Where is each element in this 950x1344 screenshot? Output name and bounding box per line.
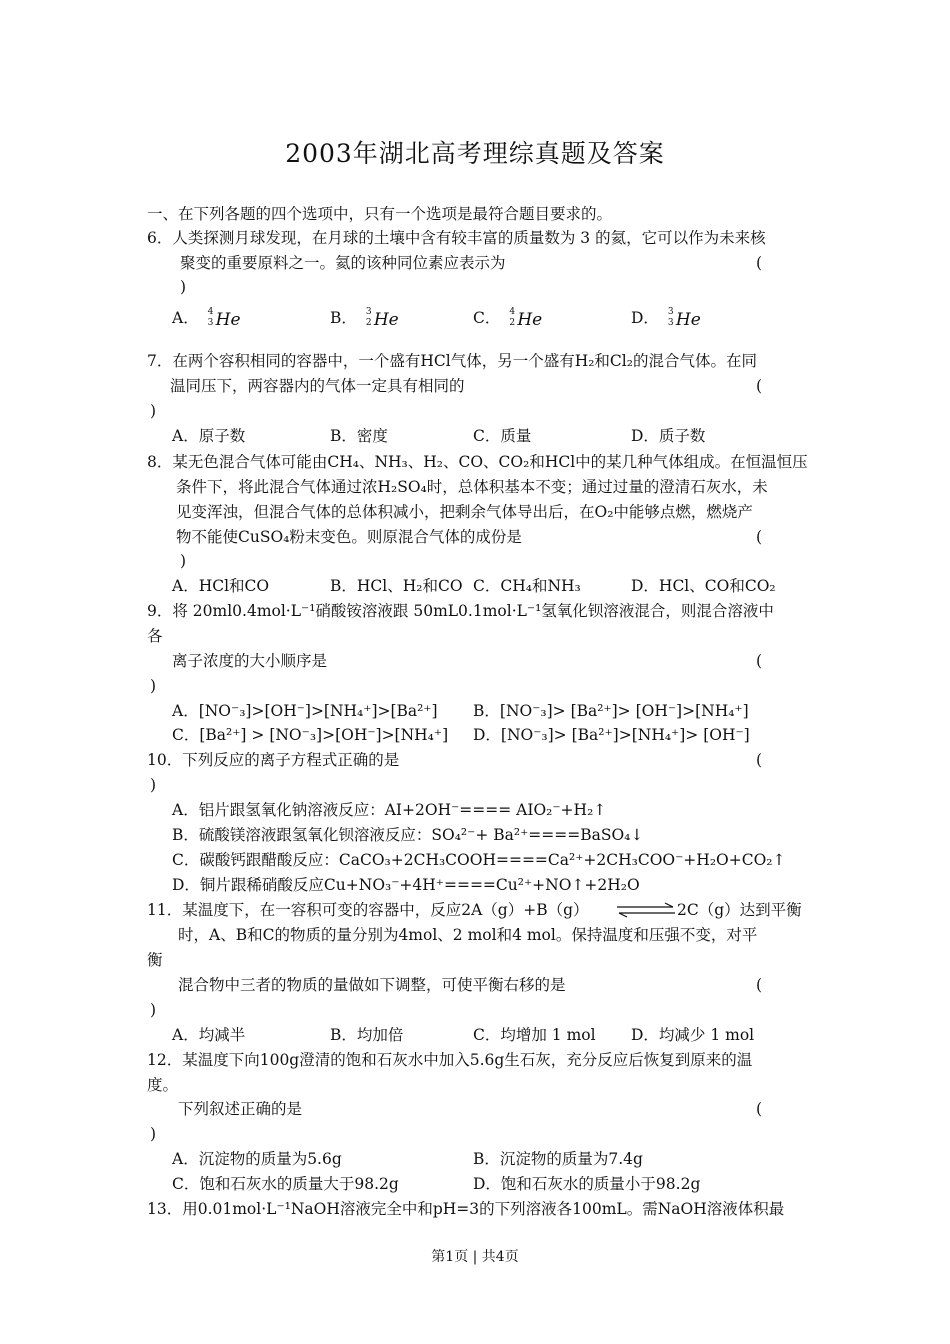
element-symbol: He <box>675 310 701 330</box>
page-title: 2003年湖北高考理综真题及答案 <box>285 139 665 168</box>
q10-paren-open: ( <box>756 751 763 769</box>
q11-option-d: D．均减少 1 mol <box>631 1026 755 1044</box>
q12-option-b: B．沉淀物的质量为7.4g <box>473 1150 643 1168</box>
q9-line1: 9．将 20ml0.4mol·L⁻¹硝酸铵溶液跟 50mL0.1mol·L⁻¹氢氧化钡溶液混合，则混合溶液中 <box>147 602 774 620</box>
q12-line1: 12．某温度下向100g澄清的饱和石灰水中加入5.6g生石灰，充分反应后恢复到原来的温 <box>147 1051 753 1069</box>
element-symbol: He <box>215 310 241 330</box>
q6-paren-close: ) <box>180 278 187 296</box>
q8-option-a: A．HCl和CO <box>172 577 270 595</box>
q6-option-d-label: D． <box>631 309 659 327</box>
q7-paren-close: ) <box>150 402 157 420</box>
q11-line3: 混合物中三者的物质的量做如下调整，可使平衡右移的是 <box>178 976 566 994</box>
q8-line4: 物不能使CuSO₄粉末变色。则原混合气体的成份是 <box>176 528 522 546</box>
element-symbol: He <box>517 310 543 330</box>
helium-isotope-symbol <box>366 306 426 332</box>
q9-option-c: C．[Ba²⁺] > [NO⁻₃]>[OH⁻]>[NH₄⁺] <box>172 726 449 744</box>
q9-paren-close: ) <box>150 677 157 695</box>
q11-line1: 11．某温度下，在一容积可变的容器中，反应2A（g）+B（g） <box>147 901 589 919</box>
q11-paren-close: ) <box>150 1001 157 1019</box>
q9-line2: 离子浓度的大小顺序是 <box>172 652 328 670</box>
q12-paren-close: ) <box>150 1125 157 1143</box>
q6-option-d <box>631 306 728 332</box>
q8-line2: 条件下，将此混合气体通过浓H₂SO₄时，总体积基本不变；通过过量的澄清石灰水，未 <box>176 478 768 496</box>
q11-line2-wrap: 衡 <box>147 951 163 969</box>
q11-option-b: B．均加倍 <box>330 1026 404 1044</box>
q11-paren-open: ( <box>756 976 763 994</box>
mass-number: 3 <box>365 307 372 317</box>
helium-isotope-symbol <box>509 306 569 332</box>
atomic-number: 2 <box>509 318 516 328</box>
mass-number: 4 <box>207 307 214 317</box>
atomic-number: 3 <box>207 318 214 328</box>
q6-paren-open: ( <box>756 254 763 272</box>
q10-option-d: D．铜片跟稀硝酸反应Cu+NO₃⁻+4H⁺====Cu²⁺+NO↑+2H₂O <box>172 876 640 894</box>
q8-option-d: D．HCl、CO和CO₂ <box>631 577 776 595</box>
q9-paren-open: ( <box>756 652 763 670</box>
mass-number: 4 <box>509 307 516 317</box>
q7-option-b: B．密度 <box>330 427 388 445</box>
q7-line1: 7．在两个容积相同的容器中，一个盛有HCl气体，另一个盛有H₂和Cl₂的混合气体。在同 <box>147 352 757 370</box>
q6-option-c-label: C． <box>473 309 501 327</box>
q11-option-a: A．均减半 <box>172 1026 246 1044</box>
q10-option-b: B．硫酸镁溶液跟氢氧化钡溶液反应：SO₄²⁻+ Ba²⁺====BaSO₄↓ <box>172 826 644 844</box>
q6-option-a <box>172 306 268 332</box>
q10-line1: 10．下列反应的离子方程式正确的是 <box>147 751 400 769</box>
q7-option-a: A．原子数 <box>172 427 246 445</box>
q9-line1-wrap: 各 <box>147 627 163 645</box>
q6-option-b-label: B． <box>330 309 357 327</box>
q8-paren-open: ( <box>756 528 763 546</box>
q7-paren-open: ( <box>756 377 763 395</box>
q7-line2: 温同压下，两容器内的气体一定具有相同的 <box>170 377 465 395</box>
q11-option-c: C．均增加 1 mol <box>473 1026 596 1044</box>
q6-option-a-label: A． <box>172 309 199 327</box>
q12-line1-wrap: 度。 <box>147 1076 179 1094</box>
q12-option-d: D．饱和石灰水的质量小于98.2g <box>473 1175 701 1193</box>
element-symbol: He <box>373 310 399 330</box>
q11-line2: 时，A、B和C的物质的量分别为4mol、2 mol和4 mol。保持温度和压强不变，对平 <box>178 926 758 944</box>
q12-option-c: C．饱和石灰水的质量大于98.2g <box>172 1175 399 1193</box>
q8-line1: 8．某无色混合气体可能由CH₄、NH₃、H₂、CO、CO₂和HCl中的某几种气体组成。在恒温恒压 <box>147 453 808 471</box>
q9-option-d: D．[NO⁻₃]> [Ba²⁺]>[NH₄⁺]> [OH⁻] <box>473 726 750 744</box>
q11-line1-end: 2C（g）达到平衡 <box>677 901 802 919</box>
q7-option-d: D．质子数 <box>631 427 706 445</box>
q6-option-b <box>330 306 426 332</box>
q6-line2: 聚变的重要原料之一。氦的该种同位素应表示为 <box>180 254 506 272</box>
q8-option-c: C．CH₄和NH₃ <box>473 577 581 595</box>
helium-isotope-symbol <box>668 306 728 332</box>
q13-line1: 13．用0.01mol·L⁻¹NaOH溶液完全中和pH=3的下列溶液各100mL。需NaOH溶液体积最 <box>147 1200 785 1218</box>
q9-option-b: B．[NO⁻₃]> [Ba²⁺]> [OH⁻]>[NH₄⁺] <box>473 702 749 720</box>
q9-option-a: A．[NO⁻₃]>[OH⁻]>[NH₄⁺]>[Ba²⁺] <box>172 702 438 720</box>
q12-paren-open: ( <box>756 1100 763 1118</box>
q10-option-a: A．铝片跟氢氧化钠溶液反应：AI+2OH⁻==== AIO₂⁻+H₂↑ <box>172 801 607 819</box>
q8-paren-close: ) <box>180 552 187 570</box>
helium-isotope-symbol <box>208 306 268 332</box>
mass-number: 3 <box>667 307 674 317</box>
q7-option-c: C．质量 <box>473 427 532 445</box>
q10-paren-close: ) <box>150 776 157 794</box>
atomic-number: 2 <box>365 318 372 328</box>
q12-line2: 下列叙述正确的是 <box>178 1100 303 1118</box>
page-footer: 第1页 | 共4页 <box>431 1249 519 1265</box>
atomic-number: 3 <box>667 318 674 328</box>
q10-option-c: C．碳酸钙跟醋酸反应：CaCO₃+2CH₃COOH====Ca²⁺+2CH₃COO⁻+H₂O+CO₂↑ <box>172 851 786 869</box>
q6-option-c <box>473 306 569 332</box>
q8-line3: 见变浑浊，但混合气体的总体积减小，把剩余气体导出后，在O₂中能够点燃，燃烧产 <box>176 503 753 521</box>
q8-option-b: B．HCl、H₂和CO <box>330 577 463 595</box>
equilibrium-arrow-icon <box>615 902 677 918</box>
q6-line1: 6．人类探测月球发现，在月球的土壤中含有较丰富的质量数为 3 的氦，它可以作为未来核 <box>147 229 766 247</box>
section-header: 一、在下列各题的四个选项中，只有一个选项是最符合题目要求的。 <box>147 205 613 223</box>
q12-option-a: A．沉淀物的质量为5.6g <box>172 1150 342 1168</box>
